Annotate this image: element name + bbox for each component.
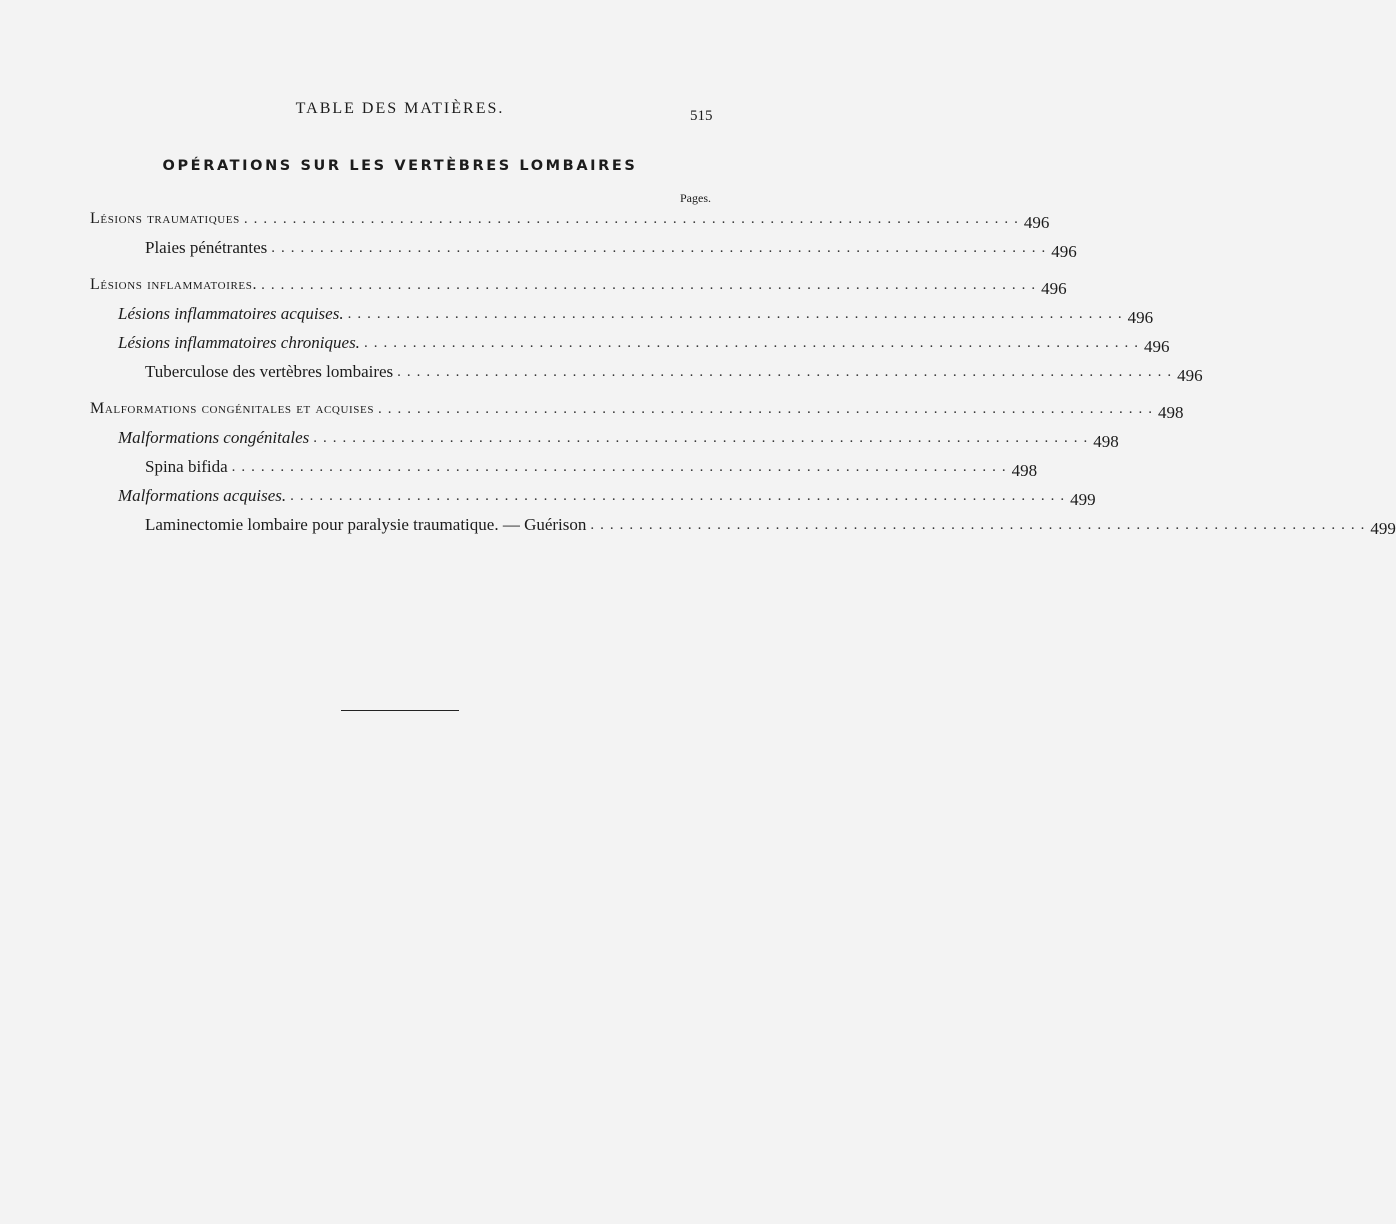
toc-entry-title: Tuberculose des vertèbres lombaires (145, 362, 394, 381)
dot-leader: ................................................................................ (261, 277, 1042, 293)
toc-entry-page: 498 (1158, 403, 1184, 422)
toc-entry (90, 295, 1154, 327)
toc-entry-title: Laminectomie lombaire pour paralysie traumatique. — Guérison (145, 515, 587, 534)
toc-entry (90, 477, 1096, 509)
toc-entry-title: Lésions inflammatoires chroniques. (118, 333, 360, 352)
toc-entry-page: 498 (1011, 461, 1038, 480)
toc-entry (90, 353, 1203, 385)
dot-leader: ................................................................................ (243, 211, 1024, 227)
dot-leader: ................................................................................ (271, 240, 1052, 256)
toc-entry-title: Spina bifida (145, 457, 228, 476)
toc-entry-page: 496 (1041, 279, 1067, 298)
toc-entry-page: 499 (1070, 490, 1096, 509)
section-title: OPÉRATIONS SUR LES VERTÈBRES LOMBAIRES (162, 158, 638, 174)
toc-entry (90, 266, 1067, 298)
toc-entry (90, 448, 1038, 480)
toc-entry-title: Lésions inflammatoires acquises. (118, 304, 344, 323)
toc-entry-title: Plaies pénétrantes (145, 238, 268, 257)
toc-entry-page: 496 (1177, 366, 1203, 385)
dot-leader: ................................................................................ (363, 335, 1144, 351)
toc-entry-page: 496 (1023, 213, 1050, 232)
toc-entry (90, 229, 1077, 261)
running-title: TABLE DES MATIÈRES. (295, 100, 505, 117)
toc-entry-page: 496 (1127, 308, 1154, 327)
toc-entry-title: Malformations congénitales (118, 428, 310, 447)
toc-entry (90, 324, 1170, 356)
dot-leader: ................................................................................ (347, 306, 1128, 322)
pages-column-label: Pages. (680, 191, 711, 205)
toc-entry (90, 506, 1396, 538)
toc-entry-page: 498 (1093, 432, 1119, 451)
toc-entry-page: 496 (1143, 337, 1170, 356)
closing-rule (341, 710, 459, 711)
toc-entry-title: Malformations congénitales et acquises (90, 400, 375, 417)
toc-entry (90, 390, 1184, 422)
dot-leader: ................................................................................ (313, 430, 1094, 446)
toc-entry-page: 499 (1370, 519, 1396, 538)
toc-entry (90, 200, 1050, 232)
toc-entry-title: Lésions inflammatoires. (90, 276, 258, 293)
toc-entry (90, 419, 1119, 451)
toc-entry-page: 496 (1051, 242, 1077, 261)
dot-leader: ................................................................................ (397, 364, 1178, 380)
toc-entry-title: Lésions traumatiques (90, 210, 240, 227)
page-number: 515 (690, 108, 713, 124)
toc-entry-title: Malformations acquises. (118, 486, 287, 505)
dot-leader: ................................................................................ (290, 488, 1071, 504)
dot-leader: ................................................................................ (590, 517, 1371, 533)
table-of-contents (90, 200, 1396, 538)
dot-leader: ................................................................................ (231, 459, 1012, 475)
dot-leader: ................................................................................ (378, 401, 1159, 417)
